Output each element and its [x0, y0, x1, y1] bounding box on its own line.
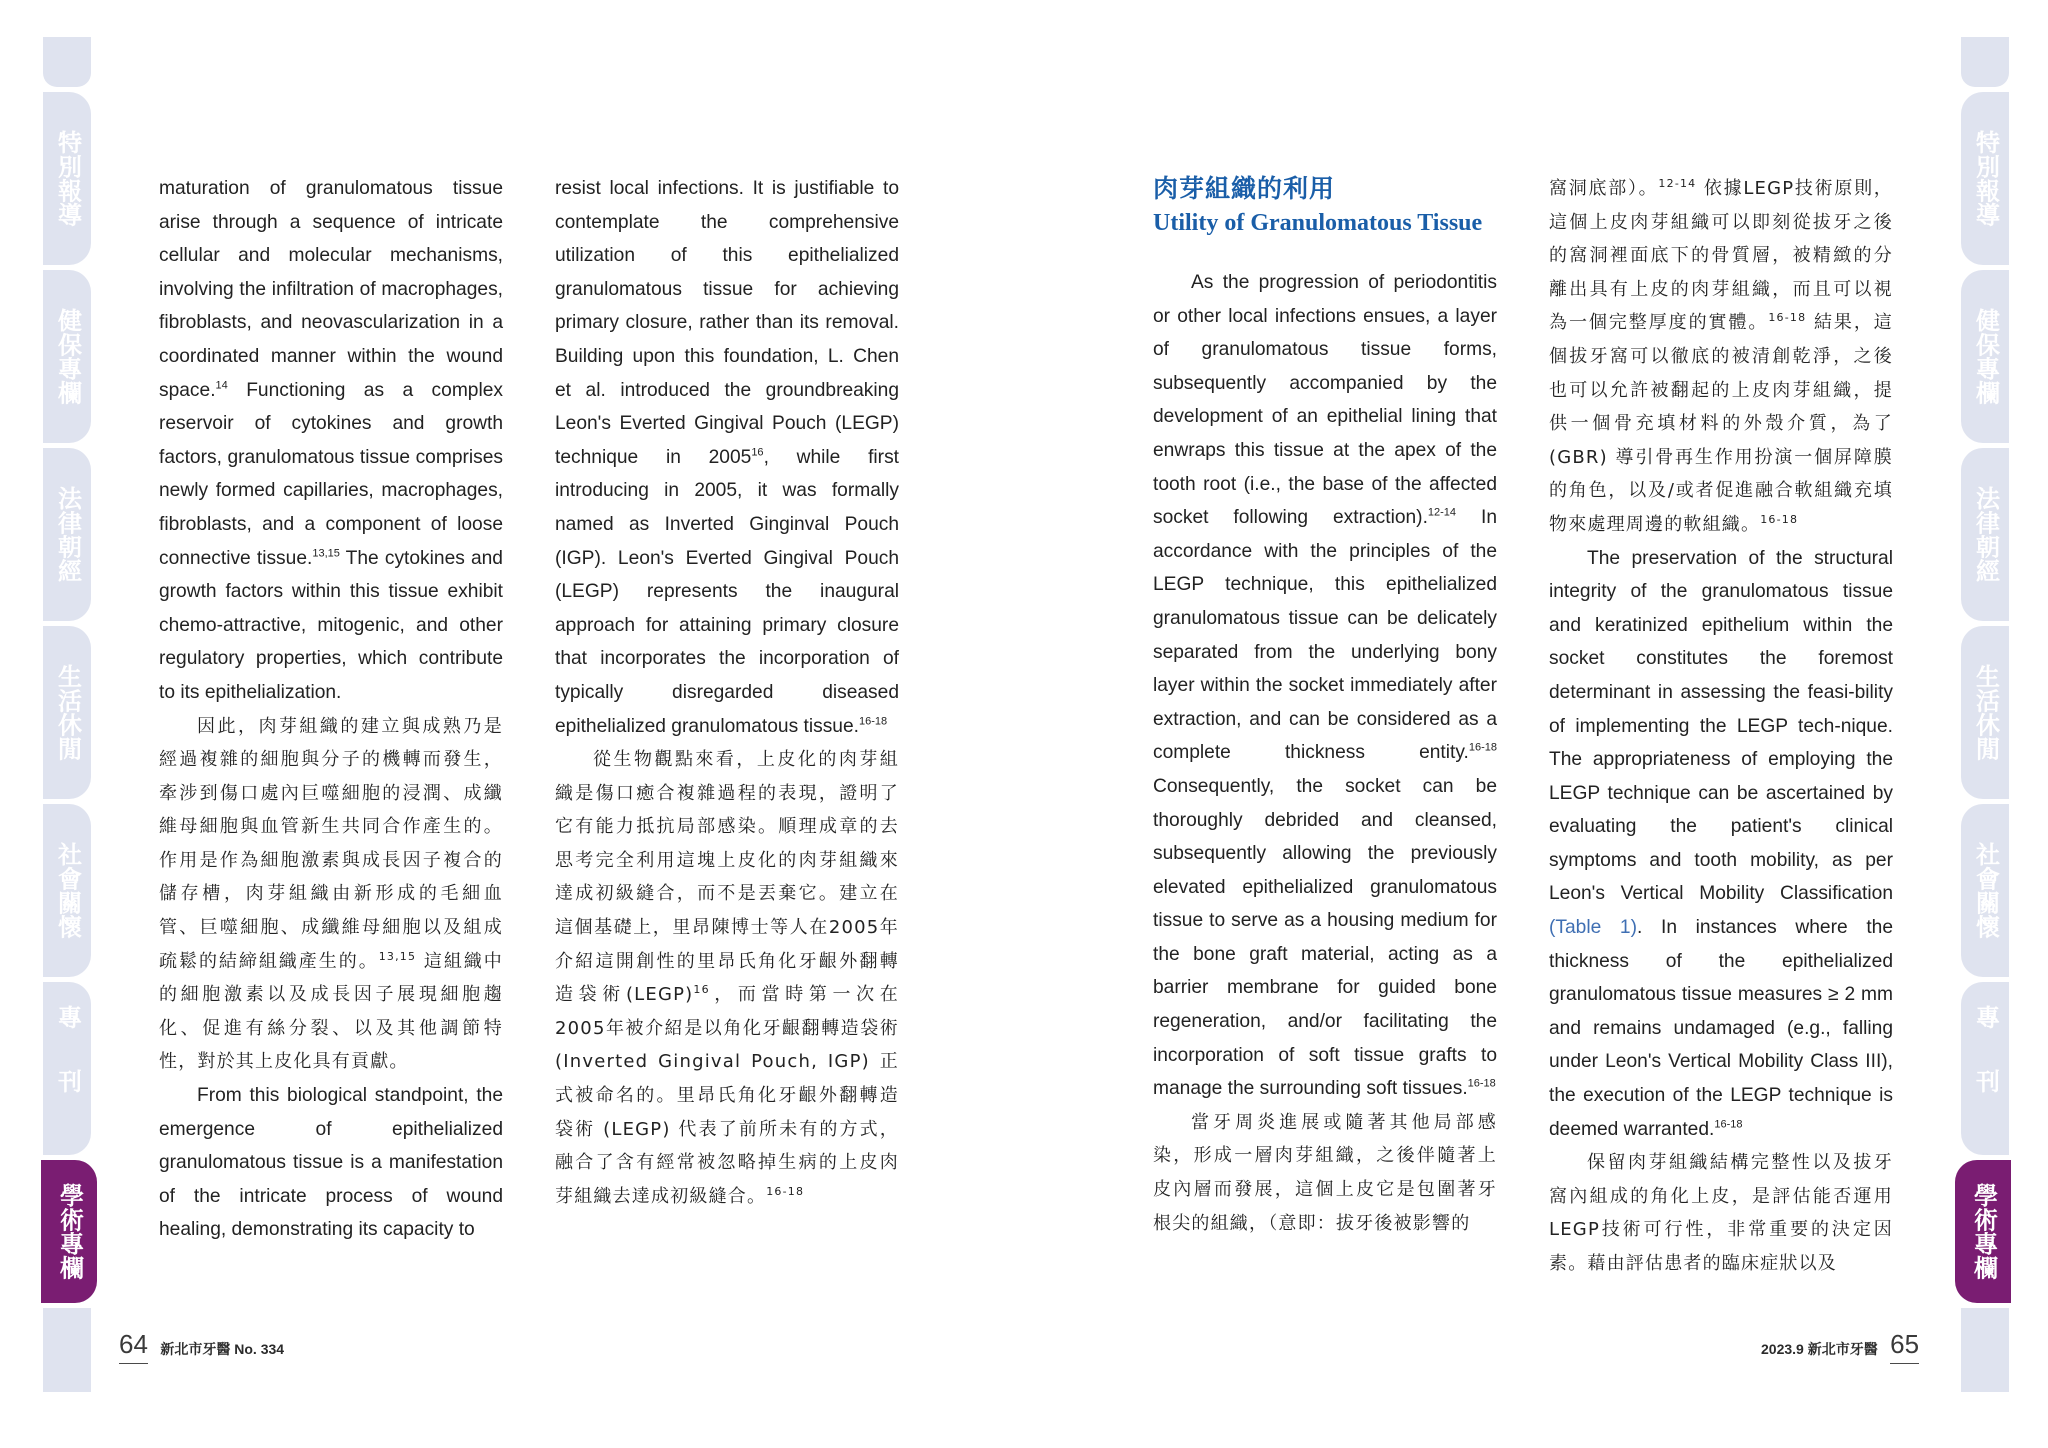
tab-label: 法律朝經: [53, 486, 82, 583]
tab-bottom-cap: [1961, 1308, 2009, 1392]
citation: 14: [215, 379, 228, 392]
left-page-column-2: [555, 172, 899, 1213]
tab-bottom-cap: [43, 1308, 91, 1392]
page-number: 64: [119, 1329, 148, 1364]
paragraph-zh: [159, 710, 503, 1080]
citation: 13,15: [378, 949, 417, 963]
tab-label: 特別報導: [53, 130, 82, 227]
tab-legal[interactable]: [1961, 448, 2009, 621]
tab-health-insurance[interactable]: [43, 270, 91, 443]
tab-label: 社會關懷: [1971, 842, 2000, 939]
paragraph-zh: [1153, 1106, 1497, 1240]
tab-label: 專刊: [1971, 1004, 2000, 1133]
text: , while first introducing in 2005, it was formally named as Inverted Ginginval Pouch (IGP). Leon's Everted Gingival Pouch (LEGP) represents the inaugural approach for attaining primary closure that incorporates the incorporation of typically disregarded diseased epithelialized granulomatous tissue.: [555, 446, 899, 737]
text: 因此，肉芽組織的建立與成熟乃是經過複雜的細胞與分子的機轉而發生，牽涉到傷口處內巨噬細胞的浸潤、成纖維母細胞與血管新生共同合作產生的。作用是作為細胞激素與成長因子複合的儲存槽，肉芽組織由新形成的毛細血管、巨噬細胞、成纖維母細胞以及組成疏鬆的結締組織產生的。: [159, 715, 503, 972]
text: Functioning as a complex reservoir of cytokines and growth factors, granulomatous tissue comprises newly formed capillaries, macrophages, fibroblasts, and a component of loose connective tissue.: [159, 379, 503, 569]
citation: 16-18: [1714, 1118, 1743, 1131]
left-page-footer: [119, 1329, 292, 1364]
left-section-tabs: [43, 37, 91, 1397]
tab-label: 生活休閒: [1971, 664, 2000, 761]
text: ，而當時第一次在2005年被介紹是以角化牙齦翻轉造袋術 (Inverted Gingival Pouch, IGP) 正式被命名的。里昂氏角化牙齦外翻轉造袋術 (LEGP) 代表了前所未有的方式，融合了含有經常被忽略掉生病的上皮肉芽組織去達成初級縫合。: [555, 984, 899, 1207]
text: The cytokines and growth factors within this tissue exhibit chemo-attractive, mitogenic, and other regulatory properties, which contribute to its epithelialization.: [159, 547, 503, 703]
text: 結果，這個拔牙窩可以徹底的被清創乾淨，之後也可以允許被翻起的上皮肉芽組織，提供一個骨充填材料的外殼介質，為了(GBR) 導引骨再生作用扮演一個屏障膜的角色，以及/或者促進融合軟組織充填物來處理周邊的軟組織。: [1549, 312, 1893, 535]
citation: 16: [751, 446, 764, 459]
paragraph-zh: [1549, 172, 1893, 542]
right-page-column-2: [1549, 172, 1893, 1281]
text: resist local infections. It is justifiable to contemplate the comprehensive utilization of this epithelialized granulomatous tissue for achieving primary closure, rather than its removal. Building upon this foundation, L. Chen et al. introduced the groundbreaking Leon's Everted Gingival Pouch (LEGP) technique in 2005: [555, 178, 899, 468]
text: 當牙周炎進展或隨著其他局部感染，形成一層肉芽組織，之後伴隨著上皮內層而發展，這個上皮它是包圍著牙根尖的組織，（意即：拔牙後被影響的: [1153, 1111, 1497, 1234]
paragraph-en: [1549, 542, 1893, 1147]
citation: 12-14: [1658, 177, 1697, 190]
citation: 13,15: [312, 547, 340, 560]
tab-society[interactable]: [1961, 804, 2009, 977]
tab-health-insurance[interactable]: [1961, 270, 2009, 443]
tab-leisure[interactable]: [1961, 626, 2009, 799]
text: From this biological standpoint, the emergence of epithelialized granulomatous tissue is a manifestation of the intricate process of wound healing, demonstrating its capacity to: [159, 1085, 503, 1241]
tab-legal[interactable]: [43, 448, 91, 621]
paragraph-en: [555, 172, 899, 743]
tab-leisure[interactable]: [43, 626, 91, 799]
citation: 16-18: [766, 1184, 805, 1198]
citation: 16-18: [1467, 1077, 1496, 1090]
tab-label: 專刊: [53, 1004, 82, 1133]
text: 窩洞底部）。: [1549, 178, 1659, 199]
citation: 16-18: [1768, 311, 1807, 325]
left-page-column-1: [159, 172, 503, 1247]
tab-label: 社會關懷: [53, 842, 82, 939]
text: In accordance with the principles of the LEGP technique, this epithelialized granulomatous tissue can be delicately separated from the underlying bony layer within the socket immediately after extraction, and can be considered as a complete thickness entity.: [1153, 507, 1497, 764]
text: Consequently, the socket can be thoroughly debrided and cleansed, subsequently allowing the previously elevated epithelialized granulomatous tissue to serve as a housing medium for the bone graft material, acting as a barrier membrane for guided bone regeneration, and/or facilitating the incorporation of soft tissue grafts to manage the surrounding soft tissues.: [1153, 775, 1497, 1100]
text: As the progression of periodontitis or other local infections ensues, a layer of granulomatous tissue forms, subsequently accompanied by the development of an epithelial lining that enwraps this tissue at the apex of the tooth root (i.e., the base of the affected socket following extraction).: [1153, 272, 1497, 529]
citation: 12-14: [1427, 506, 1457, 519]
tab-top-cap: [1961, 37, 2009, 87]
right-section-tabs: [1961, 37, 2009, 1397]
paragraph-zh: [555, 743, 899, 1213]
tab-academic-active[interactable]: [41, 1160, 97, 1303]
tab-label: 特別報導: [1971, 130, 2000, 227]
citation: 16-18: [858, 715, 888, 728]
text: . In instances where the thickness of the epithelialized granulomatous tissue measures ≥ 2 mm and remains undamaged (e.g., falling under Leon's Vertical Mobility Class III), the execution of the LEGP technique is deemed warranted.: [1549, 917, 1893, 1140]
section-heading: [1153, 172, 1497, 240]
tab-label: 健保專欄: [1971, 308, 2000, 405]
table-reference-link[interactable]: (Table 1): [1549, 917, 1637, 939]
text: 依據LEGP技術原則，這個上皮肉芽組織可以即刻從拔牙之後的窩洞裡面底下的骨質層，被精緻的分離出具有上皮的肉芽組織，而且可以視為一個完整厚度的實體。: [1549, 178, 1894, 334]
text: The preservation of the structural integrity of the granulomatous tissue and keratinized epithelium within the socket constitutes the foremost determinant in assessing the feasi-bility of implementing the LEGP tech-nique. The appropriateness of employing the LEGP technique can be ascertained by evaluating the patient's clinical symptoms and tooth mobility, as per Leon's Vertical Mobility Classification: [1549, 547, 1893, 905]
tab-special-column[interactable]: [43, 982, 91, 1155]
paragraph-en: [159, 172, 503, 710]
tab-label: 健保專欄: [53, 308, 82, 405]
tab-label: 生活休閒: [53, 664, 82, 761]
tab-special-report[interactable]: [43, 92, 91, 265]
text: 從生物觀點來看，上皮化的肉芽組織是傷口癒合複雜過程的表現，證明了它有能力抵抗局部感染。順理成章的去思考完全利用這塊上皮化的肉芽組織來達成初級縫合，而不是丟棄它。建立在這個基礎上，里昂陳博士等人在2005年介紹這開創性的里昂氏角化牙齦外翻轉造袋術(LEGP): [555, 749, 899, 1006]
heading-zh: 肉芽組織的利用: [1153, 174, 1336, 203]
paragraph-zh: [1549, 1146, 1893, 1280]
right-page-column-1: [1153, 172, 1497, 1240]
paragraph-en: [1153, 266, 1497, 1106]
tab-top-cap: [43, 37, 91, 87]
tab-society[interactable]: [43, 804, 91, 977]
tab-label: 學術專欄: [55, 1183, 84, 1280]
journal-name: 新北市牙醫 No. 334: [160, 1340, 285, 1357]
page-number: 65: [1890, 1329, 1919, 1364]
citation: 16-18: [1468, 741, 1497, 754]
citation: 16-18: [1760, 512, 1799, 526]
text: 保留肉芽組織結構完整性以及拔牙窩內組成的角化上皮，是評估能否運用LEGP技術可行性，非常重要的決定因素。藉由評估患者的臨床症狀以及: [1549, 1152, 1893, 1274]
tab-label: 學術專欄: [1969, 1183, 1998, 1280]
paragraph-en: [159, 1079, 503, 1247]
tab-academic-active[interactable]: [1955, 1160, 2011, 1303]
issue-date-journal: 2023.9 新北市牙醫: [1761, 1340, 1878, 1357]
tab-label: 法律朝經: [1971, 486, 2000, 583]
right-page-footer: [1753, 1329, 1919, 1364]
tab-special-column[interactable]: [1961, 982, 2009, 1155]
heading-en: Utility of Granulomatous Tissue: [1153, 210, 1483, 236]
text: 這組織中的細胞激素以及成長因子展現細胞趨化、促進有絲分裂、以及其他調節特性，對於其上皮化具有貢獻。: [159, 950, 503, 1073]
citation: 16: [693, 983, 710, 997]
tab-special-report[interactable]: [1961, 92, 2009, 265]
text: maturation of granulomatous tissue arise through a sequence of intricate cellular and molecular mechanisms, involving the infiltration of macrophages, fibroblasts, and neovascularization in a coordinated manner within the wound space.: [159, 178, 503, 401]
